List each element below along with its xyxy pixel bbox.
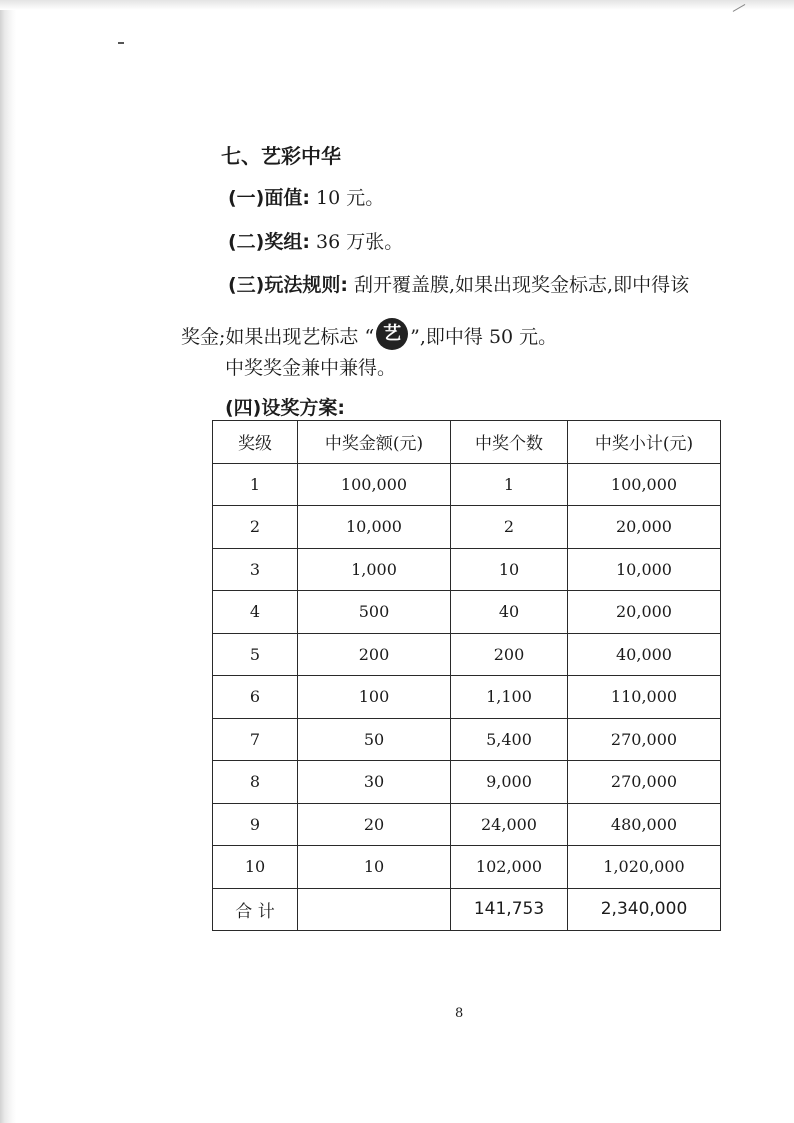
table-row	[213, 548, 721, 591]
face-value-label: (一)面值:	[228, 187, 310, 209]
total-subtotal: 2,340,000	[568, 888, 721, 931]
page-number: 8	[455, 1006, 464, 1021]
cell-count: 40	[451, 591, 568, 634]
cell-subtotal: 1,020,000	[568, 846, 721, 889]
rules-label: (三)玩法规则:	[228, 274, 348, 296]
cell-amount: 10,000	[298, 506, 451, 549]
rules-line-2	[181, 322, 557, 354]
cell-level: 1	[213, 463, 298, 506]
face-value-line	[228, 185, 384, 211]
rules-line-1	[228, 272, 689, 298]
table-row	[213, 463, 721, 506]
cell-subtotal: 20,000	[568, 506, 721, 549]
cell-amount: 50	[298, 718, 451, 761]
table-row	[213, 761, 721, 804]
cell-level: 7	[213, 718, 298, 761]
prize-group-label: (二)奖组:	[228, 231, 310, 253]
cell-count: 2	[451, 506, 568, 549]
prize-table	[212, 420, 721, 931]
header-count: 中奖个数	[451, 421, 568, 464]
prize-group-line	[228, 229, 403, 255]
yi-logo-icon: 艺	[376, 318, 408, 350]
cell-level: 6	[213, 676, 298, 719]
cell-subtotal: 270,000	[568, 761, 721, 804]
table-header-row	[213, 421, 721, 464]
cell-count: 102,000	[451, 846, 568, 889]
total-row	[213, 888, 721, 931]
header-level: 奖级	[213, 421, 298, 464]
cell-subtotal: 10,000	[568, 548, 721, 591]
cell-count: 1,100	[451, 676, 568, 719]
face-value-text: 10 元。	[316, 187, 385, 209]
rules-text-2a: 奖金;如果出现艺标志 “	[181, 326, 375, 348]
prize-group-text: 36 万张。	[316, 231, 404, 253]
cell-level: 9	[213, 803, 298, 846]
table-row	[213, 846, 721, 889]
cell-subtotal: 270,000	[568, 718, 721, 761]
header-subtotal: 中奖小计(元)	[568, 421, 721, 464]
scan-speck	[118, 42, 124, 44]
table-row	[213, 676, 721, 719]
cell-amount: 30	[298, 761, 451, 804]
rules-line-3: 中奖奖金兼中兼得。	[225, 357, 397, 379]
cell-level: 10	[213, 846, 298, 889]
plan-title: (四)设奖方案:	[225, 397, 345, 419]
scan-left-edge	[0, 0, 16, 1123]
cell-count: 9,000	[451, 761, 568, 804]
table-row	[213, 591, 721, 634]
cell-amount: 100	[298, 676, 451, 719]
cell-subtotal: 110,000	[568, 676, 721, 719]
scan-corner-mark	[729, 0, 746, 12]
cell-amount: 20	[298, 803, 451, 846]
total-count: 141,753	[451, 888, 568, 931]
table-row	[213, 803, 721, 846]
cell-amount: 10	[298, 846, 451, 889]
cell-amount: 1,000	[298, 548, 451, 591]
cell-count: 10	[451, 548, 568, 591]
cell-count: 1	[451, 463, 568, 506]
header-amount: 中奖金额(元)	[298, 421, 451, 464]
cell-level: 3	[213, 548, 298, 591]
table-row	[213, 506, 721, 549]
section-title: 七、艺彩中华	[221, 144, 341, 168]
cell-subtotal: 100,000	[568, 463, 721, 506]
cell-count: 200	[451, 633, 568, 676]
cell-subtotal: 480,000	[568, 803, 721, 846]
total-amount	[298, 888, 451, 931]
cell-level: 8	[213, 761, 298, 804]
cell-subtotal: 40,000	[568, 633, 721, 676]
rules-text-2b: ”,即中得 50 元。	[410, 326, 558, 348]
cell-amount: 500	[298, 591, 451, 634]
cell-level: 5	[213, 633, 298, 676]
scan-top-edge	[0, 0, 794, 10]
rules-text-1: 刮开覆盖膜,如果出现奖金标志,即中得该	[354, 274, 690, 296]
table-row	[213, 633, 721, 676]
cell-count: 24,000	[451, 803, 568, 846]
total-label: 合 计	[213, 888, 298, 931]
cell-subtotal: 20,000	[568, 591, 721, 634]
cell-amount: 200	[298, 633, 451, 676]
cell-amount: 100,000	[298, 463, 451, 506]
cell-count: 5,400	[451, 718, 568, 761]
cell-level: 2	[213, 506, 298, 549]
table-row	[213, 718, 721, 761]
cell-level: 4	[213, 591, 298, 634]
